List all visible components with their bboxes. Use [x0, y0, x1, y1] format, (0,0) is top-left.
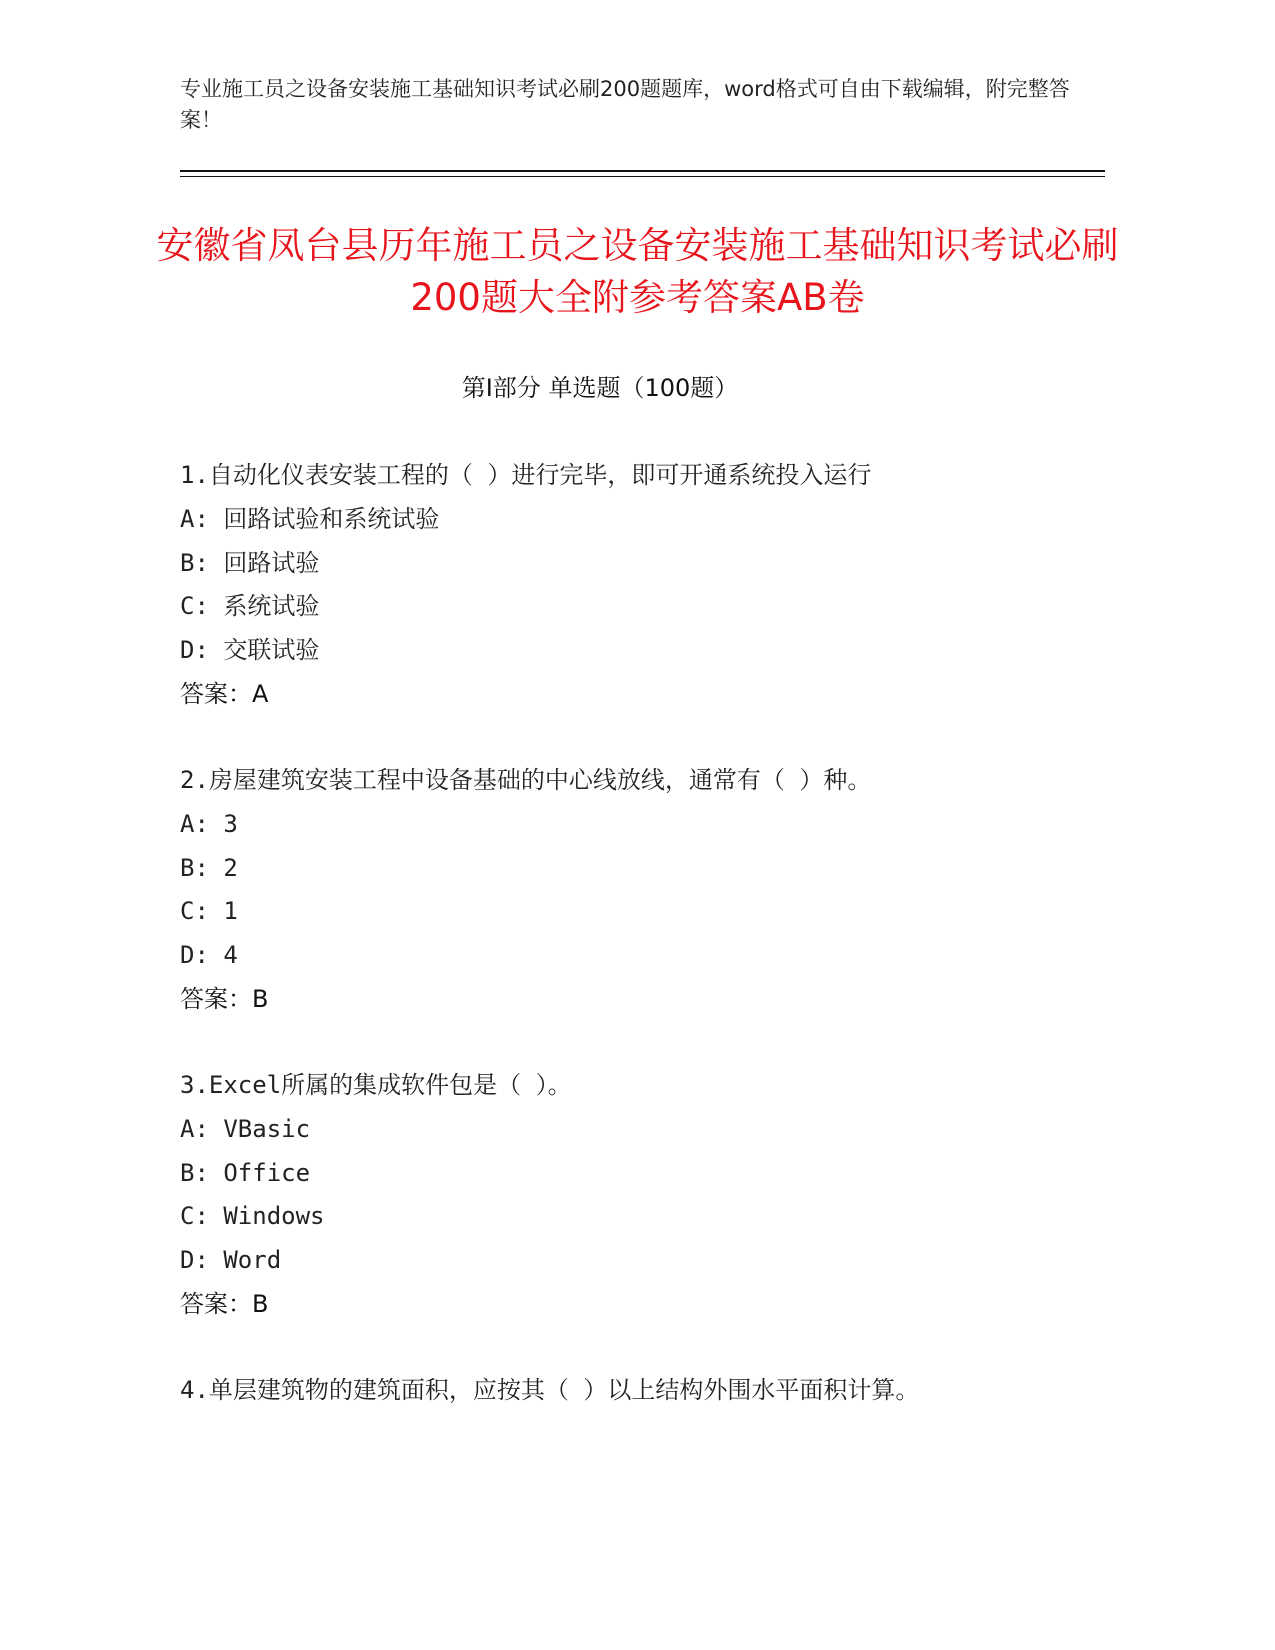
question-3-stem: 3.Excel所属的集成软件包是（ ）。 [180, 1071, 572, 1099]
question-3-option-c: C: Windows [180, 1202, 325, 1230]
question-1-stem: 1.自动化仪表安装工程的（ ）进行完毕，即可开通系统投入运行 [180, 461, 872, 489]
question-1-option-d: D: 交联试验 [180, 636, 320, 664]
section-heading: 第Ⅰ部分 单选题（100题） [461, 374, 739, 402]
header-divider-thick [180, 170, 1105, 172]
question-4-stem: 4.单层建筑物的建筑面积，应按其（ ）以上结构外围水平面积计算。 [180, 1376, 920, 1404]
question-2-option-c: C: 1 [180, 897, 238, 925]
question-1-answer: 答案：A [180, 680, 269, 708]
question-1-option-b: B: 回路试验 [180, 549, 320, 577]
question-2-answer: 答案：B [180, 985, 269, 1013]
question-2-option-a: A: 3 [180, 810, 238, 838]
question-1-option-c: C: 系统试验 [180, 592, 320, 620]
question-2-option-d: D: 4 [180, 941, 238, 969]
header-divider-thin [180, 176, 1105, 177]
header-note: 专业施工员之设备安装施工基础知识考试必刷200题题库，word格式可自由下载编辑，附完整答案！ [180, 77, 1070, 132]
question-3-answer: 答案：B [180, 1290, 269, 1318]
document-title: 安徽省凤台县历年施工员之设备安装施工基础知识考试必刷200题大全附参考答案AB卷 [156, 224, 1119, 319]
question-2-option-b: B: 2 [180, 854, 238, 882]
question-3-option-b: B: Office [180, 1159, 311, 1187]
question-3-option-a: A: VBasic [180, 1115, 311, 1143]
question-3-option-d: D: Word [180, 1246, 282, 1274]
question-2-stem: 2.房屋建筑安装工程中设备基础的中心线放线，通常有（ ）种。 [180, 766, 872, 794]
question-1-option-a: A: 回路试验和系统试验 [180, 505, 440, 533]
